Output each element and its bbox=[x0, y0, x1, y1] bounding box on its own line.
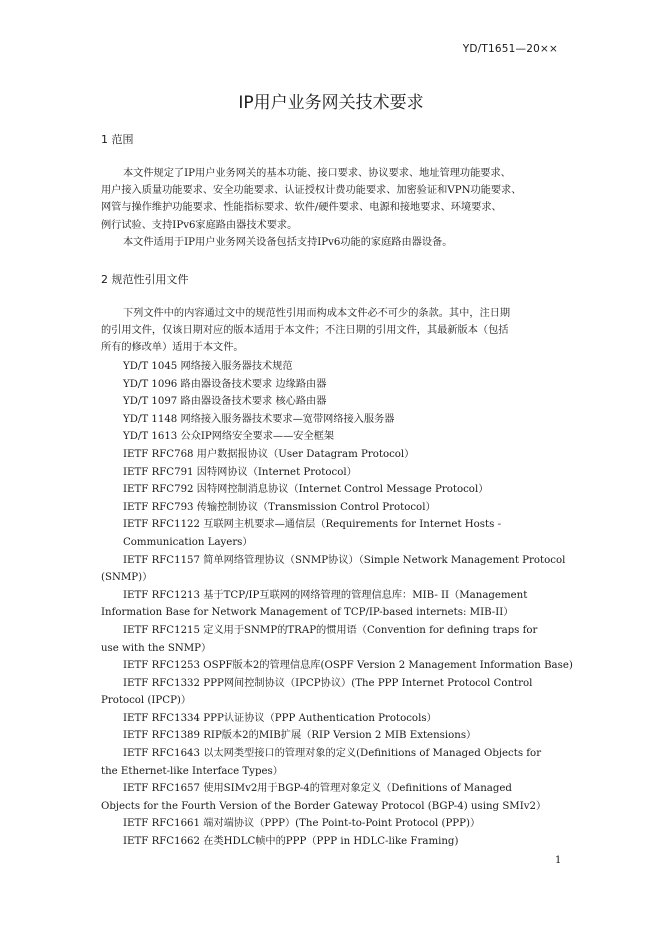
normative-references-list bbox=[101, 358, 591, 851]
reference-item bbox=[101, 727, 591, 745]
reference-text: Protocol (IPCP)） bbox=[101, 695, 192, 707]
reference-text: (SNMP)） bbox=[101, 572, 153, 584]
reference-text: Objects for the Fourth Version of the Border Gateway Protocol (BGP-4) using SMIv2） bbox=[101, 800, 547, 812]
text-line: 所有的修改单）适用于本文件。 bbox=[101, 342, 244, 354]
reference-text: IETF RFC1213 基于TCP/IP互联网的网络管理的管理信息库：MIB- II（Management bbox=[123, 589, 528, 601]
text-line: 用户接入质量功能要求、安全功能要求、认证授权计费功能要求、加密验证和VPN功能要求、 bbox=[101, 185, 522, 197]
section-2-heading: 2 规范性引用文件 bbox=[101, 273, 189, 286]
section-2-intro-paragraph bbox=[101, 305, 571, 357]
reference-text: IETF RFC1662 在类HDLC帧中的PPP（PPP in HDLC-like Framing) bbox=[123, 836, 459, 848]
reference-item bbox=[101, 657, 591, 675]
reference-text: IETF RFC791 因特网协议（Internet Protocol） bbox=[123, 466, 357, 478]
reference-item bbox=[101, 833, 591, 851]
reference-text: IETF RFC1215 定义用于SNMP的TRAP的惯用语（Convention for defining traps for bbox=[123, 624, 538, 636]
text-line: 本文件适用于IP用户业务网关设备包括支持IPv6功能的家庭路由器设备。 bbox=[123, 236, 453, 248]
text-line: 下列文件中的内容通过文中的规范性引用而构成本文件必不可少的条款。其中，注日期 bbox=[123, 308, 511, 319]
text-line: 的引用文件，仅该日期对应的版本适用于本文件；不注日期的引用文件，其最新版本（包括 bbox=[101, 325, 509, 337]
reference-text: IETF RFC1389 RIP版本2的MIB扩展（RIP Version 2 MIB Extensions） bbox=[123, 730, 477, 742]
reference-item bbox=[101, 516, 591, 551]
reference-text: IETF RFC1332 PPP网间控制协议（IPCP协议）(The PPP Internet Protocol Control bbox=[123, 677, 533, 689]
reference-text: IETF RFC1661 端对端协议（PPP）(The Point-to-Point Protocol (PPP)） bbox=[123, 818, 481, 830]
reference-text: IETF RFC1643 以太网类型接口的管理对象的定义(Definitions of Managed Objects for bbox=[123, 748, 542, 760]
reference-item bbox=[101, 815, 591, 833]
reference-text: YD/T 1045 网络接入服务器技术规范 bbox=[123, 361, 293, 372]
reference-text: IETF RFC1253 OSPF版本2的管理信息库(OSPF Version 2 Management Information Base) bbox=[123, 660, 573, 672]
reference-item bbox=[101, 393, 591, 411]
reference-item bbox=[101, 710, 591, 728]
reference-text: YD/T 1096 路由器设备技术要求 边缘路由器 bbox=[123, 378, 327, 390]
section-1-heading: 1 范围 bbox=[101, 133, 134, 146]
reference-text: IETF RFC792 因特网控制消息协议（Internet Control Message Protocol） bbox=[123, 484, 489, 496]
reference-item bbox=[101, 464, 591, 482]
reference-text: Information Base for Network Management of TCP/IP-based internets: MIB-II） bbox=[101, 607, 514, 619]
reference-item bbox=[101, 358, 591, 376]
reference-item bbox=[101, 780, 591, 815]
reference-item bbox=[101, 552, 591, 587]
text-line: 例行试验、支持IPv6家庭路由器技术要求。 bbox=[101, 219, 298, 231]
reference-text: the Ethernet-like Interface Types） bbox=[101, 765, 283, 777]
reference-text: IETF RFC1122 互联网主机要求—通信层（Requirements for Internet Hosts - bbox=[123, 519, 502, 531]
reference-item bbox=[101, 587, 591, 622]
reference-text: IETF RFC1657 使用SIMv2用于BGP-4的管理对象定义（Definitions of Managed bbox=[123, 783, 512, 795]
section-1-scope-paragraph bbox=[101, 165, 571, 251]
reference-text: YD/T 1148 网络接入服务器技术要求—宽带网络接入服务器 bbox=[123, 413, 395, 425]
reference-text: YD/T 1097 路由器设备技术要求 核心路由器 bbox=[123, 396, 327, 408]
reference-item bbox=[101, 675, 591, 710]
reference-item bbox=[101, 622, 591, 657]
reference-text: IETF RFC793 传输控制协议（Transmission Control Protocol） bbox=[123, 501, 436, 513]
reference-item bbox=[101, 499, 591, 517]
text-line: 网管与操作维护功能要求、性能指标要求、软件/硬件要求、电源和接地要求、环境要求、 bbox=[101, 202, 502, 214]
reference-text: IETF RFC1157 简单网络管理协议（SNMP协议）（Simple Network Management Protocol bbox=[123, 554, 566, 566]
reference-item bbox=[101, 428, 591, 446]
reference-text: Communication Layers） bbox=[123, 536, 253, 548]
reference-text: IETF RFC768 用户数据报协议（User Datagram Protocol） bbox=[123, 448, 415, 460]
reference-text: YD/T 1613 公众IP网络安全要求——安全框架 bbox=[123, 431, 335, 443]
standard-code: YD/T1651—20×× bbox=[462, 43, 558, 55]
reference-item bbox=[101, 481, 591, 499]
reference-item bbox=[101, 446, 591, 464]
reference-item bbox=[101, 411, 591, 429]
text-line: 本文件规定了IP用户业务网关的基本功能、接口要求、协议要求、地址管理功能要求、 bbox=[123, 168, 511, 179]
reference-text: IETF RFC1334 PPP认证协议（PPP Authentication Protocols） bbox=[123, 712, 437, 724]
document-title: IP用户业务网关技术要求 bbox=[238, 93, 424, 113]
reference-text: use with the SNMP） bbox=[101, 642, 212, 654]
reference-item bbox=[101, 376, 591, 394]
reference-item bbox=[101, 745, 591, 780]
page-number: 1 bbox=[555, 855, 562, 866]
